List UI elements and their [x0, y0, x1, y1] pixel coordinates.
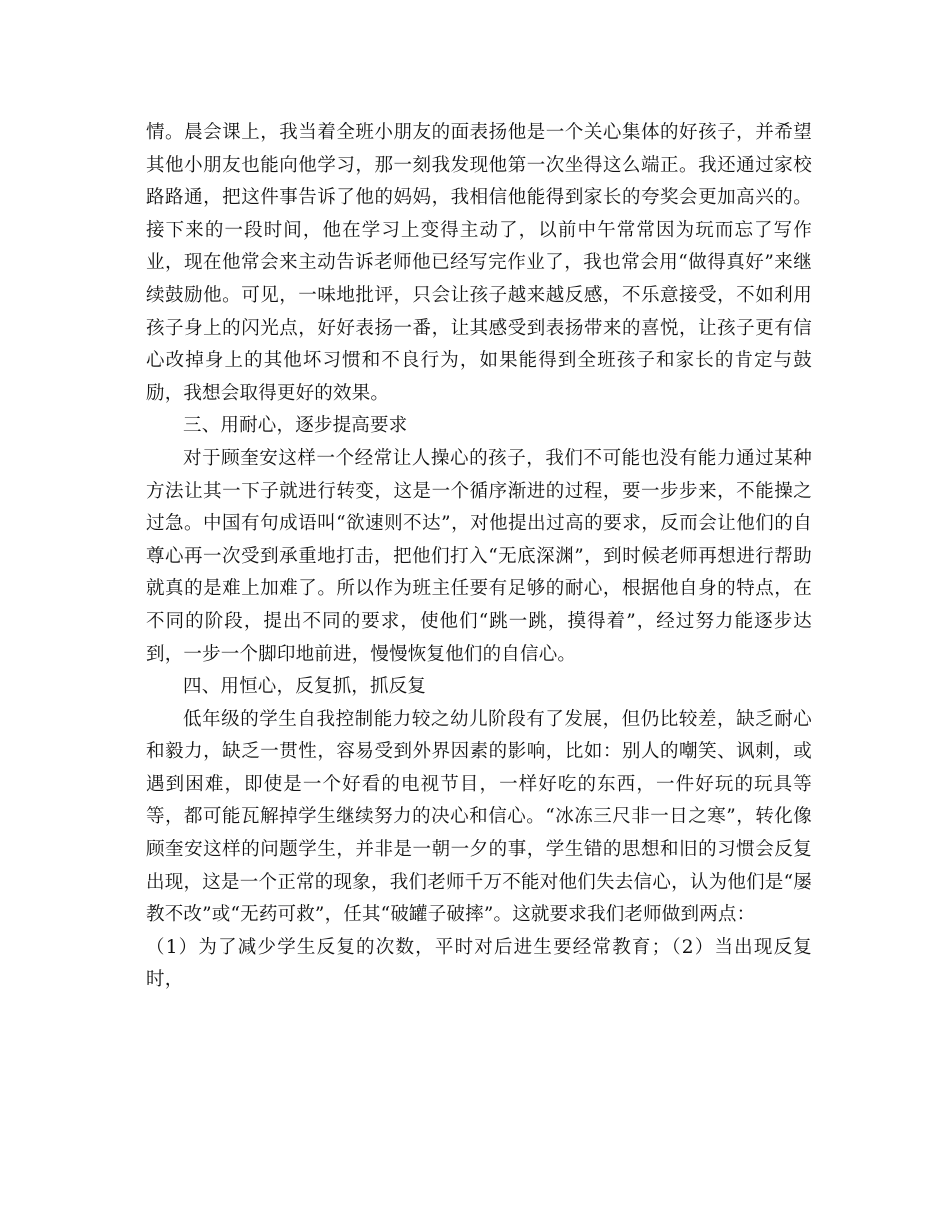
paragraph-continuation-praise: 情。晨会课上，我当着全班小朋友的面表扬他是一个关心集体的好孩子，并希望其他小朋友也能向他学习，那一刻我发现他第一次坐得这么端正。我还通过家校路路通，把这件事告诉了他的妈妈，我相信他能得到家长的夸奖会更加高兴的。接下来的一段时间，他在学习上变得主动了，以前中午常常因为玩而忘了写作业，现在他常会来主动告诉老师他已经写完作业了，我也常会用“做得真好”来继续鼓励他。可见，一味地批评，只会让孩子越来越反感，不乐意接受，不如利用孩子身上的闪光点，好好表扬一番，让其感受到表扬带来的喜悦，让孩子更有信心改掉身上的其他坏习惯和不良行为，如果能得到全班孩子和家长的肯定与鼓励，我想会取得更好的效果。	[146, 122, 812, 404]
document-body	[146, 117, 812, 997]
paragraph-perseverance: 低年级的学生自我控制能力较之幼儿阶段有了发展，但仍比较差，缺乏耐心和毅力，缺乏一贯性，容易受到外界因素的影响，比如：别人的嘲笑、讽刺，或遇到困难，即使是一个好看的电视节目，一样好吃的东西，一件好玩的玩具等等，都可能瓦解掉学生继续努力的决心和信心。“冰冻三尺非一日之寒”，转化像顾奎安这样的问题学生，并非是一朝一夕的事，学生错的思想和旧的习惯会反复出现，这是一个正常的现象，我们老师千万不能对他们失去信心，认为他们是“屡教不改”或“无药可救”，任其“破罐子破摔”。这就要求我们老师做到两点：	[146, 708, 812, 926]
paragraph-patience: 对于顾奎安这样一个经常让人操心的孩子，我们不可能也没有能力通过某种方法让其一下子就进行转变，这是一个循序渐进的过程，要一步步来，不能操之过急。中国有句成语叫“欲速则不达”，对他提出过高的要求，反而会让他们的自尊心再一次受到承重地打击，把他们打入“无底深渊”，到时候老师再想进行帮助就真的是难上加难了。所以作为班主任要有足够的耐心，根据他自身的特点，在不同的阶段，提出不同的要求，使他们“跳一跳，摸得着”，经过努力能逐步达到，一步一个脚印地前进，慢慢恢复他们的自信心。	[146, 447, 812, 665]
section-heading-patience: 三、用耐心，逐步提高要求	[183, 415, 408, 437]
paragraph-two-points: （1）为了减少学生反复的次数，平时对后进生要经常教育；（2）当出现反复时，	[146, 936, 812, 991]
section-heading-perseverance: 四、用恒心，反复抓，抓反复	[183, 676, 427, 698]
